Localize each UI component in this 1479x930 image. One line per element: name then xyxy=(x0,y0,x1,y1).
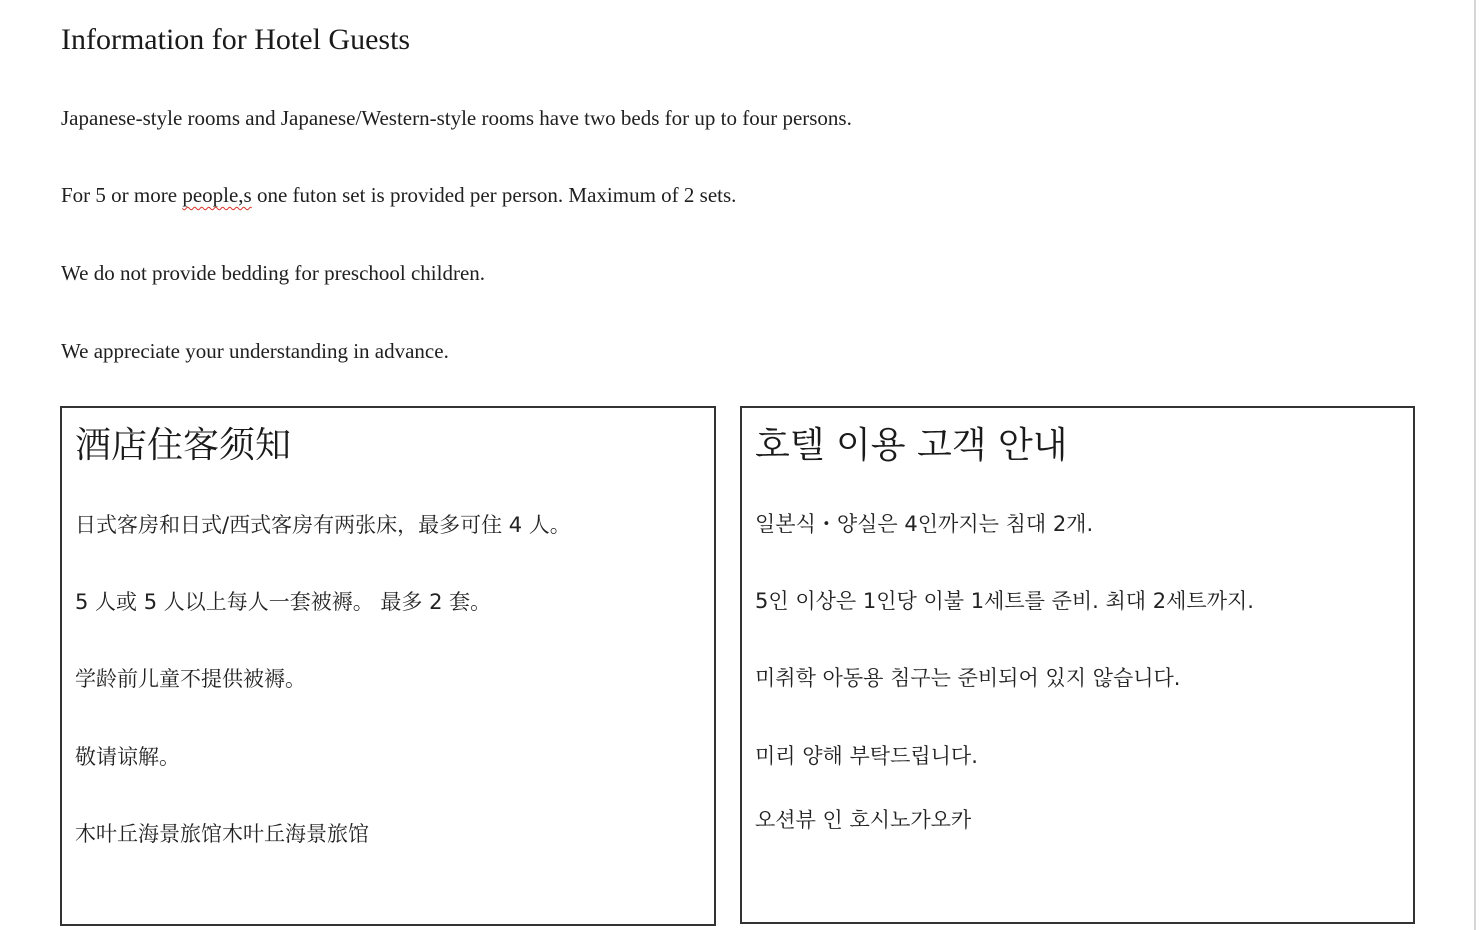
korean-line-hotel-name: 오션뷰 인 호시노가오카 xyxy=(755,808,972,832)
page-edge-divider xyxy=(1474,0,1476,930)
korean-line-preschool: 미취학 아동용 침구는 준비되어 있지 않습니다. xyxy=(755,666,1181,690)
page-title-english: Information for Hotel Guests xyxy=(61,23,411,56)
korean-line-futon: 5인 이상은 1인당 이불 1세트를 준비. 최대 2세트까지. xyxy=(755,589,1254,613)
chinese-notice-box xyxy=(60,406,716,926)
english-line-futon-end: one futon set is provided per person. Maximum of 2 sets. xyxy=(251,183,737,207)
korean-notice-title: 호텔 이용 고객 안내 xyxy=(755,425,1068,466)
korean-line-rooms: 일본식・양실은 4인까지는 침대 2개. xyxy=(755,512,1094,536)
chinese-notice-title: 酒店住客须知 xyxy=(75,425,292,466)
korean-notice-box xyxy=(740,406,1415,924)
english-line-preschool: We do not provide bedding for preschool children. xyxy=(61,261,486,285)
chinese-line-appreciation: 敬请谅解。 xyxy=(75,745,180,769)
chinese-line-hotel-name: 木叶丘海景旅馆木叶丘海景旅馆 xyxy=(75,822,369,846)
chinese-line-futon: 5 人或 5 人以上每人一套被褥。 最多 2 套。 xyxy=(75,590,492,614)
english-line-futon-start: For 5 or more xyxy=(61,183,183,207)
chinese-line-preschool: 学龄前儿童不提供被褥。 xyxy=(75,667,306,691)
english-line-futon xyxy=(61,181,736,209)
korean-line-appreciation: 미리 양해 부탁드립니다. xyxy=(755,744,978,768)
spellcheck-flagged-word[interactable]: people,s xyxy=(182,183,252,207)
english-line-appreciation: We appreciate your understanding in advance. xyxy=(61,339,449,363)
english-line-rooms: Japanese-style rooms and Japanese/Western-style rooms have two beds for up to four persons. xyxy=(61,106,852,130)
chinese-line-rooms: 日式客房和日式/西式客房有两张床，最多可住 4 人。 xyxy=(75,513,571,537)
